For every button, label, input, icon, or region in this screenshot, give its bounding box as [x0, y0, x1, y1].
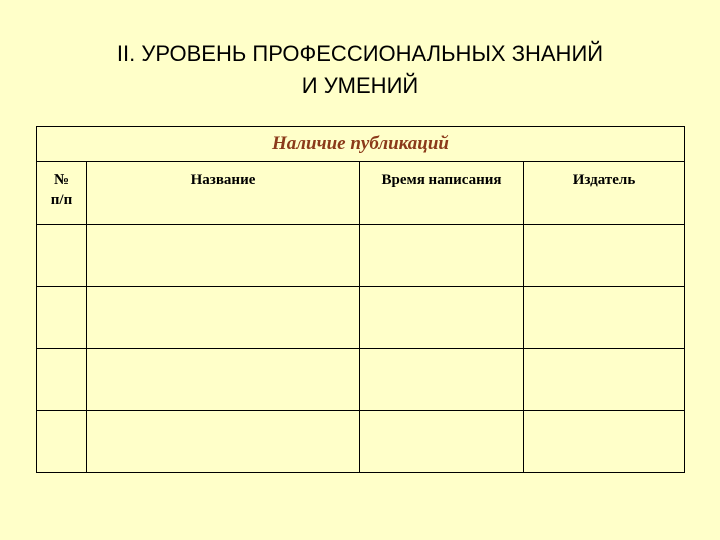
header-number	[37, 162, 87, 225]
header-number-symbol: №	[53, 172, 70, 188]
table-cell-number	[37, 411, 87, 473]
table-cell-publisher	[524, 411, 685, 473]
table-cell-number	[37, 225, 87, 287]
header-name: Название	[87, 162, 360, 225]
table-row	[37, 411, 685, 473]
header-number-label: п/п	[50, 192, 73, 208]
table-cell-publisher	[524, 349, 685, 411]
table-cell-name	[87, 349, 360, 411]
table-row	[37, 349, 685, 411]
table-cell-name	[87, 411, 360, 473]
table-cell-name	[87, 287, 360, 349]
table-row	[37, 225, 685, 287]
slide-title-line1: II. УРОВЕНЬ ПРОФЕССИОНАЛЬНЫХ ЗНАНИЙ	[116, 41, 604, 66]
table-cell-publisher	[524, 225, 685, 287]
table-cell-time	[360, 287, 524, 349]
publications-table	[36, 126, 685, 473]
table-cell-name	[87, 225, 360, 287]
slide-title	[40, 38, 680, 102]
table-cell-time	[360, 411, 524, 473]
table-cell-time	[360, 225, 524, 287]
header-time: Время написания	[360, 162, 524, 225]
header-publisher: Издатель	[524, 162, 685, 225]
table-cell-time	[360, 349, 524, 411]
table-header-row	[37, 162, 685, 225]
table-row	[37, 287, 685, 349]
table-caption: Наличие публикаций	[37, 127, 685, 162]
table-cell-number	[37, 349, 87, 411]
slide-title-line2: И УМЕНИЙ	[301, 73, 419, 98]
table-cell-number	[37, 287, 87, 349]
table-cell-publisher	[524, 287, 685, 349]
